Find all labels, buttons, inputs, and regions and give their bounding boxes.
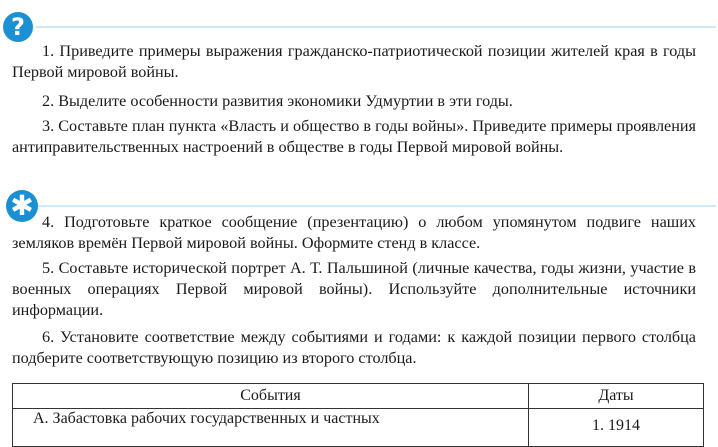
task-5: 5. Составьте исторической портрет А. Т. Пальшиной (личные качества, годы жизни, участие в военных операциях Первой мировой войны). Используйте дополнительные источники информации. [12,259,696,319]
section-divider [38,205,716,207]
table-row [13,409,704,447]
event-cell: А. Забастовка рабочих государственных и частных [13,409,529,447]
task-4: 4. Подготовьте краткое сообщение (презентацию) о любом упомянутом подвиге наших земляков времён Первой мировой войны. Оформите стенд в классе. [12,213,696,252]
table-header-row [13,384,704,409]
task-6: 6. Установите соответствие между событиями и годами: к каждой позиции первого столбца подберите соответствующую позицию из второго столбца. [12,328,696,367]
column-header-dates: Даты [529,384,704,409]
section-divider [36,26,716,28]
question-2: 2. Выделите особенности развития экономики Удмуртии в эти годы. [42,92,513,110]
question-icon: ? [3,12,33,42]
events-table [12,383,704,447]
question-3: 3. Составьте план пункта «Власть и общество в годы войны». Приведите примеры проявления антиправительственных настроений в обществе в годы Первой мировой войны. [12,117,696,156]
asterisk-icon: ✱ [6,190,38,222]
column-header-events: События [13,384,529,409]
date-cell: 1. 1914 [529,409,704,447]
question-1: 1. Приведите примеры выражения гражданско-патриотической позиции жителей края в годы Первой мировой войны. [12,42,696,81]
